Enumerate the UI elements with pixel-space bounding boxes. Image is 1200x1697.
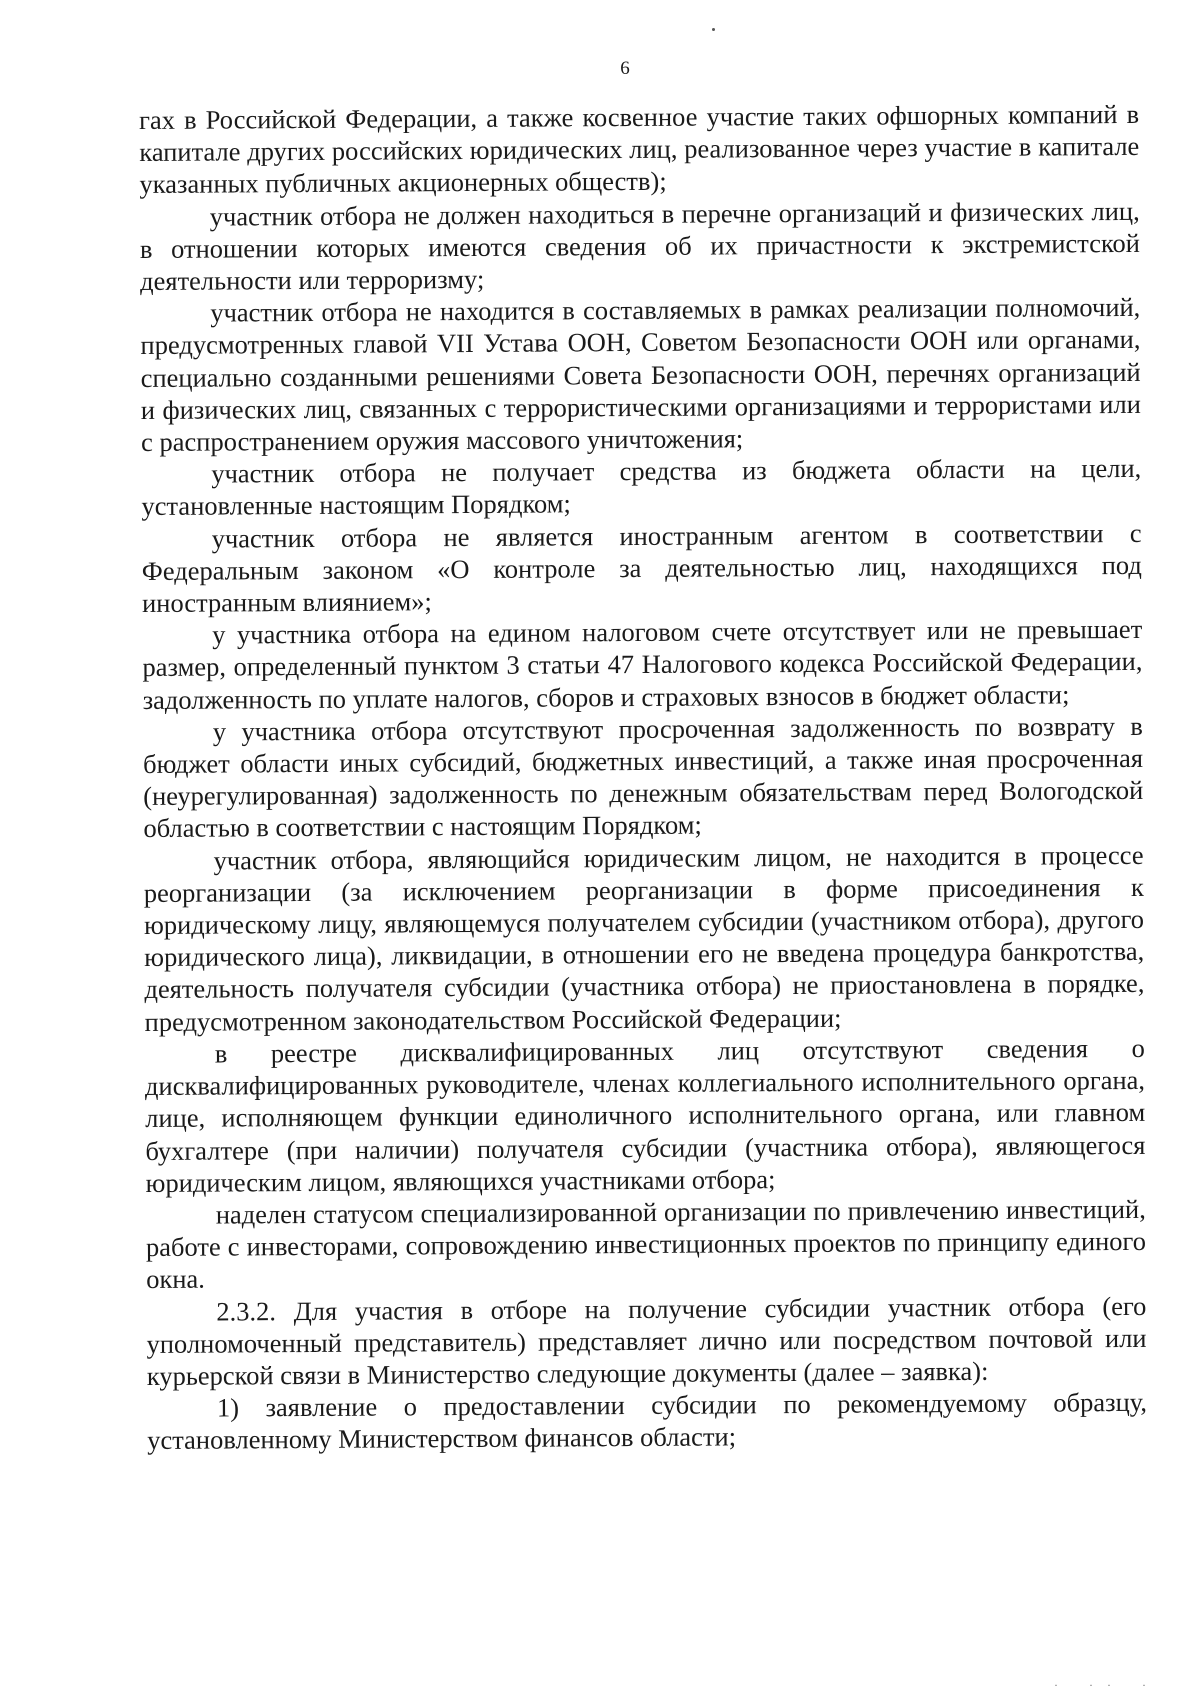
paragraph-2-3-2: 2.3.2. Для участия в отборе на получение субсидии участник отбора (его уполномоченный представитель) представляет лично или посредством почтовой или курьерской связи в Министерство следующие документы (далее – заявка): <box>146 1290 1147 1391</box>
document-body <box>139 98 1147 1457</box>
paragraph-budget-funds: участник отбора не получает средства из бюджета области на цели, установленные настоящим Порядком; <box>141 453 1142 522</box>
paragraph-reorganization: участник отбора, являющийся юридическим лицом, не находится в процессе реорганизации (за исключением реорганизации в форме присоединения к юридическому лицу, являющемуся получателем субсидии (участником отбора), другого юридического лица), ликвидации, в отношении его не введена процедура банкротства, деятельность получателя субсидии (участника отбора) не приостановлена в порядке, предусмотренном законодательством Российской Федерации; <box>143 839 1145 1037</box>
scan-corner-marks: · ·· · <box>1054 1678 1160 1692</box>
paragraph-disqualified-register: в реестре дисквалифицированных лиц отсутствуют сведения о дисквалифицированных руководителе, членах коллегиального исполнительного органа, лице, исполняющем функции единоличного исполнительного органа, или главном бухгалтере (при наличии) получателя субсидии (участника отбора), являющегося юридическим лицом, являющихся участниками отбора; <box>144 1032 1146 1198</box>
paragraph-single-window: наделен статусом специализированной организации по привлечению инвестиций, работе с инвесторами, сопровождению инвестиционных проектов по принципу единого окна. <box>145 1193 1147 1295</box>
scan-speck <box>712 28 715 31</box>
paragraph-extremism-list: участник отбора не должен находиться в перечне организаций и физических лиц, в отношении которых имеются сведения об их причастности к экстремистской деятельности или терроризму; <box>139 195 1140 297</box>
paragraph-overdue-debt: у участника отбора отсутствуют просроченная задолженность по возврату в бюджет области иных субсидий, бюджетных инвестиций, а также иная просроченная (неурегулированная) задолженность по денежным обязательствам перед Вологодской областью в соответствии с настоящим Порядком; <box>142 710 1144 844</box>
paragraph-item-1: 1) заявление о предоставлении субсидии по рекомендуемому образцу, установленному Министерством финансов области; <box>147 1386 1148 1456</box>
paragraph-foreign-agent: участник отбора не является иностранным агентом в соответствии с Федеральным законом «О контроле за деятельностью лиц, находящихся под иностранным влиянием»; <box>141 517 1142 619</box>
paragraph-un-sanctions: участник отбора не находится в составляемых в рамках реализации полномочий, предусмотренных главой VII Устава ООН, Советом Безопасности ООН или органами, специально созданными решениями Совета Безопасности ООН, перечнях организаций и физических лиц, связанных с террористическими организациями и террористами или с распространением оружия массового уничтожения; <box>140 292 1141 458</box>
paragraph-tax-debt: у участника отбора на едином налоговом счете отсутствует или не превышает размер, определенный пунктом 3 статьи 47 Налогового кодекса Российской Федерации, задолженность по уплате налогов, сборов и страховых взносов в бюджет области; <box>142 614 1143 715</box>
paragraph-continuation: гах в Российской Федерации, а также косвенное участие таких офшорных компаний в капитале других российских юридических лиц, реализованное через участие в капитале указанных публичных акционерных обществ); <box>139 98 1140 200</box>
page-number: 6 <box>620 58 630 79</box>
